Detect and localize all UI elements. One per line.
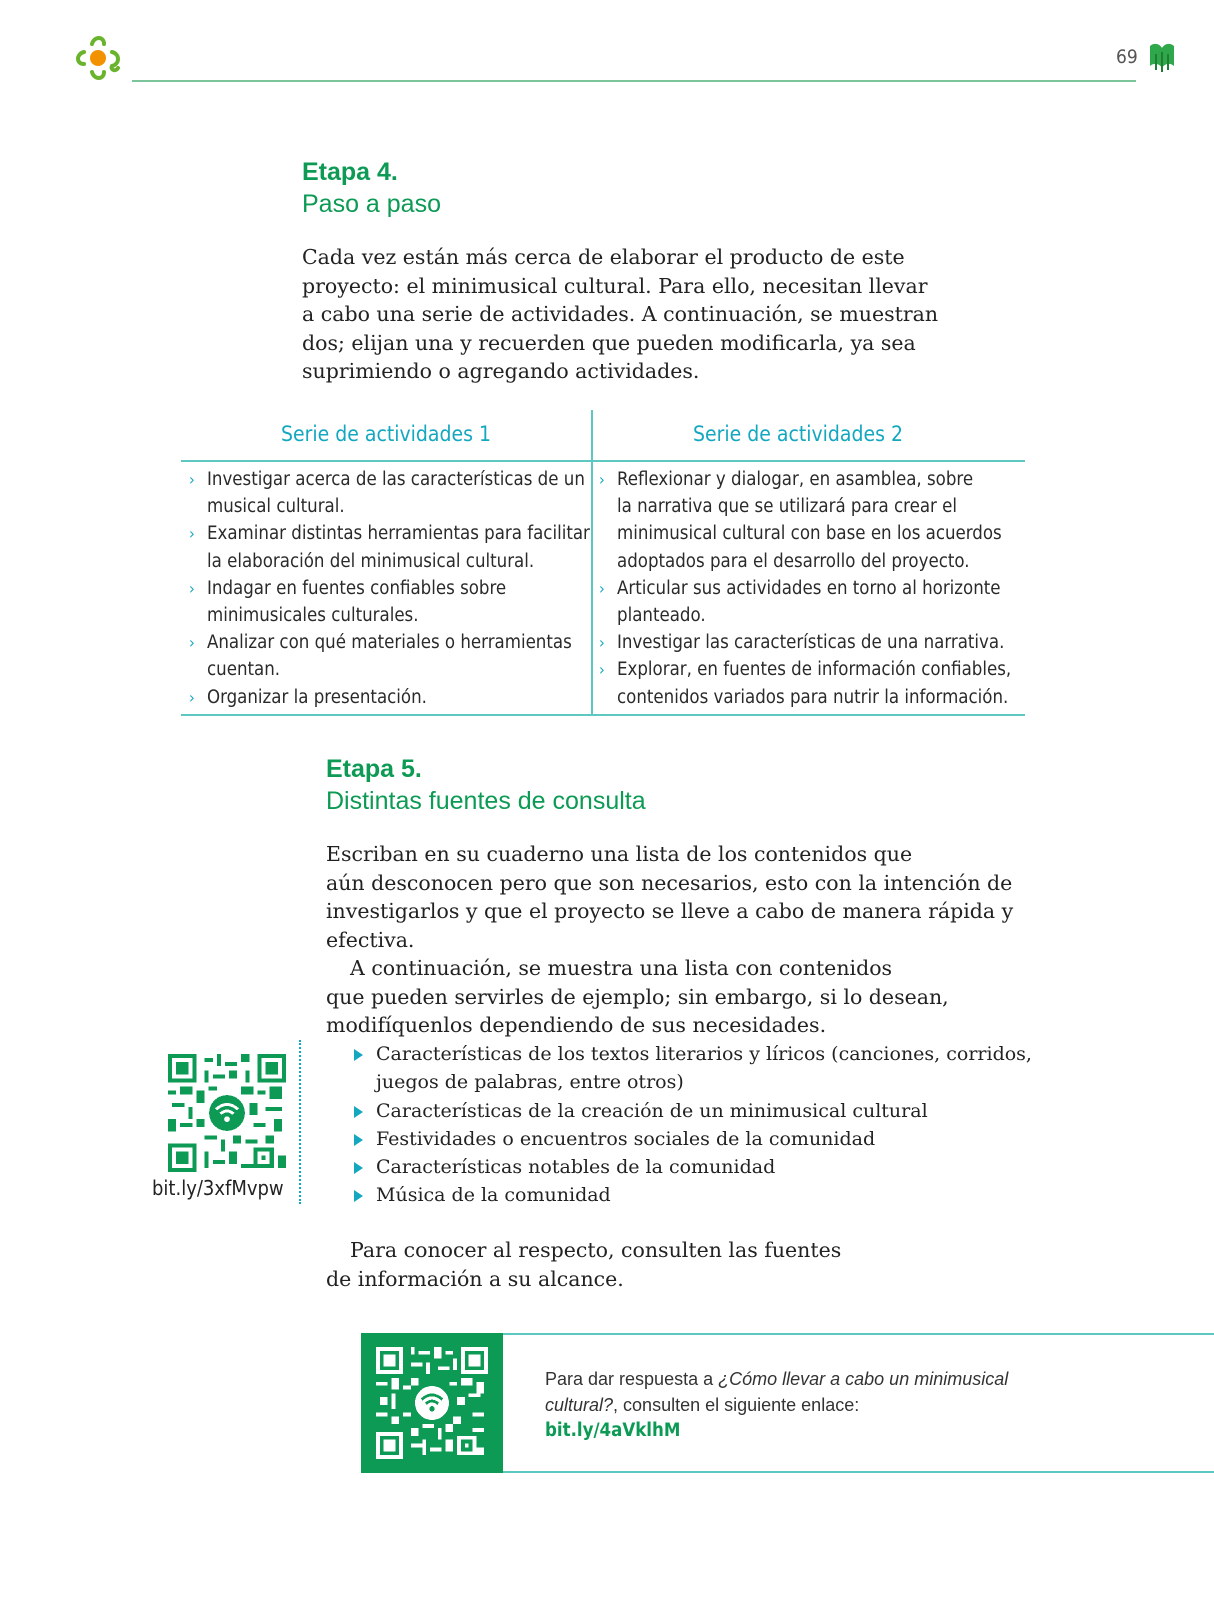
stage5-heading bbox=[326, 753, 646, 817]
stage5-closing bbox=[326, 1236, 841, 1293]
item-line: Articular sus actividades en torno al horizonte bbox=[617, 577, 1001, 599]
table-header-rule bbox=[181, 460, 1025, 462]
item-line: Investigar las características de una narrativa. bbox=[617, 632, 1005, 654]
item-line: Reflexionar y dialogar, en asamblea, sobre bbox=[617, 469, 974, 490]
text-line: dos; elijan una y recuerden que pueden modificarla, ya sea bbox=[302, 330, 916, 355]
stage4-title: Paso a paso bbox=[302, 190, 441, 218]
list-item bbox=[350, 1097, 1032, 1125]
item-line: cuentan. bbox=[207, 659, 281, 681]
list-item bbox=[350, 1040, 1032, 1097]
flower-logo-icon bbox=[72, 32, 128, 84]
list-item bbox=[350, 1125, 1032, 1153]
text-line: efectiva. bbox=[326, 927, 415, 952]
stage4-paragraph bbox=[302, 243, 938, 386]
book-hand-icon bbox=[1146, 40, 1178, 74]
list-item: › Analizar con qué materiales o herramientas cuentan. bbox=[181, 629, 589, 683]
triangle-bullet-icon bbox=[354, 1162, 363, 1174]
item-line: Características de la creación de un minimusical cultural bbox=[376, 1099, 928, 1122]
stage5-paragraph-1 bbox=[326, 840, 1013, 954]
text-line: que pueden servirles de ejemplo; sin embargo, si lo desean, bbox=[326, 984, 949, 1009]
info-box-text bbox=[545, 1366, 1008, 1444]
text-line: Para conocer al respecto, consulten las fuentes bbox=[350, 1238, 842, 1262]
stage5-title: Distintas fuentes de consulta bbox=[326, 787, 646, 815]
item-line: contenidos variados para nutrir la información. bbox=[617, 686, 1009, 708]
list-item: › Examinar distintas herramientas para facilitar la elaboración del minimusical cultural. bbox=[181, 520, 589, 574]
item-line: minimusical cultural con base en los acuerdos bbox=[617, 523, 1002, 545]
item-line: Examinar distintas herramientas para facilitar bbox=[207, 523, 590, 545]
qr-code-icon[interactable] bbox=[168, 1054, 286, 1172]
info-question-part-1: ¿Cómo llevar a cabo un minimusical bbox=[718, 1369, 1009, 1389]
list-item bbox=[350, 1181, 1032, 1209]
list-item: › Organizar la presentación. bbox=[181, 684, 589, 711]
info-question-part-2: cultural? bbox=[545, 1395, 614, 1415]
text-line: de información a su alcance. bbox=[326, 1266, 624, 1291]
list-item: › Reflexionar y dialogar, en asamblea, sobre la narrativa que se utilizará para crear el minimusical cultural con base en los acuerdos adoptados para el desarrollo del proyecto. bbox=[591, 466, 1021, 575]
qr-link-text[interactable]: bit.ly/3xfMvpw bbox=[152, 1176, 284, 1200]
info-text-before: Para dar respuesta a bbox=[545, 1369, 719, 1389]
item-line: minimusicales culturales. bbox=[207, 605, 419, 627]
header-rule bbox=[132, 80, 1136, 82]
info-line-1 bbox=[545, 1366, 1008, 1392]
list-item bbox=[350, 1153, 1032, 1181]
activities-table bbox=[181, 410, 1025, 716]
text-line: proyecto: el minimusical cultural. Para ello, necesitan llevar bbox=[302, 273, 928, 298]
item-line: Analizar con qué materiales o herramientas bbox=[207, 632, 572, 654]
text-line: investigarlos y que el proyecto se lleve a cabo de manera rápida y bbox=[326, 899, 1014, 923]
text-line: suprimiendo o agregando actividades. bbox=[302, 359, 700, 383]
text-line: Escriban en su cuaderno una lista de los contenidos que bbox=[326, 842, 913, 866]
stage4-label: Etapa 4. bbox=[302, 158, 398, 186]
text-line: Cada vez están más cerca de elaborar el producto de este bbox=[302, 245, 905, 269]
triangle-bullet-icon bbox=[354, 1106, 363, 1118]
item-line: la elaboración del minimusical cultural. bbox=[207, 550, 535, 572]
item-line: Música de la comunidad bbox=[376, 1184, 611, 1207]
col1-list bbox=[181, 466, 589, 711]
info-text-after: , consulten el siguiente enlace: bbox=[613, 1395, 860, 1415]
item-line: Festividades o encuentros sociales de la comunidad bbox=[376, 1127, 876, 1150]
text-line: modifíquenlos dependiendo de sus necesidades. bbox=[326, 1013, 827, 1037]
item-line: la narrativa que se utilizará para crear el bbox=[617, 496, 958, 518]
item-line: Explorar, en fuentes de información confiables, bbox=[617, 659, 1012, 681]
stage5-paragraph-2 bbox=[326, 954, 949, 1040]
stage4-heading bbox=[302, 156, 441, 220]
content-bullet-list bbox=[350, 1040, 1032, 1210]
item-line: Características de los textos literarios y líricos (canciones, corridos, bbox=[376, 1043, 1032, 1065]
triangle-bullet-icon bbox=[354, 1049, 363, 1061]
dotted-divider bbox=[299, 1040, 301, 1204]
qr-code-icon[interactable] bbox=[375, 1347, 489, 1459]
item-line: planteado. bbox=[617, 605, 706, 627]
item-line: juegos de palabras, entre otros) bbox=[376, 1071, 684, 1094]
triangle-bullet-icon bbox=[354, 1134, 363, 1146]
info-box-qr-panel bbox=[361, 1333, 503, 1473]
item-line: Organizar la presentación. bbox=[207, 686, 427, 708]
triangle-bullet-icon bbox=[354, 1190, 363, 1202]
item-line: musical cultural. bbox=[207, 496, 345, 518]
list-item: › Explorar, en fuentes de información confiables, contenidos variados para nutrir la información. bbox=[591, 656, 1021, 710]
text-line: a cabo una serie de actividades. A continuación, se muestran bbox=[302, 302, 939, 326]
item-line: Investigar acerca de las características de un bbox=[207, 469, 585, 490]
col1-heading: Serie de actividades 1 bbox=[281, 422, 491, 446]
page-number: 69 bbox=[1116, 46, 1138, 68]
list-item: › Investigar las características de una narrativa. bbox=[591, 629, 1021, 656]
text-line: aún desconocen pero que son necesarios, esto con la intención de bbox=[326, 870, 1013, 895]
item-line: adoptados para el desarrollo del proyecto. bbox=[617, 550, 970, 572]
list-item: › Indagar en fuentes confiables sobre minimusicales culturales. bbox=[181, 575, 589, 629]
text-line: A continuación, se muestra una lista con contenidos bbox=[350, 956, 893, 980]
item-line: Indagar en fuentes confiables sobre bbox=[207, 577, 507, 599]
list-item: › Articular sus actividades en torno al horizonte planteado. bbox=[591, 575, 1021, 629]
stage5-label: Etapa 5. bbox=[326, 755, 422, 783]
col2-list bbox=[591, 466, 1021, 711]
info-link[interactable]: bit.ly/4aVklhM bbox=[545, 1420, 681, 1441]
col2-heading: Serie de actividades 2 bbox=[693, 422, 903, 446]
item-line: Características notables de la comunidad bbox=[376, 1156, 776, 1179]
list-item: › Investigar acerca de las características de un musical cultural. bbox=[181, 466, 589, 520]
table-bottom-rule bbox=[181, 714, 1025, 716]
info-line-2 bbox=[545, 1392, 1008, 1418]
